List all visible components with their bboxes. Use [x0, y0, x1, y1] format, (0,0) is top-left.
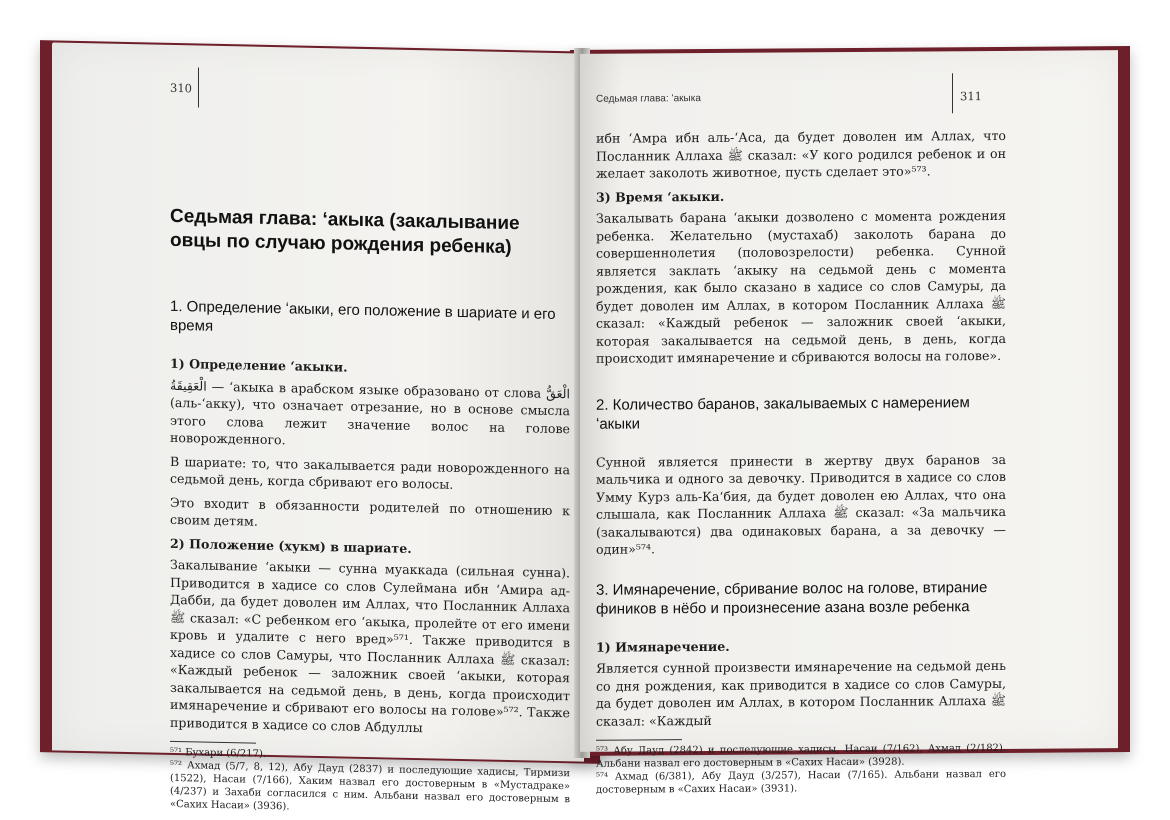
- page-number-rule: [952, 73, 953, 113]
- paragraph: ибн ʻАмра ибн аль-ʻАса, да будет доволен им Аллах, что Посланник Аллаха ﷺ сказал: «У кого родился ребенок и он желает заколоть животное, пусть сделает это»⁵⁷³.: [596, 127, 1006, 181]
- footnote: ⁵⁷¹ Бухари (6/217).: [170, 746, 267, 760]
- paragraph: Это входит в обязанности родителей по отношению к своим детям.: [170, 494, 570, 529]
- paragraph: Является сунной произвести имянаречение на седьмой день со дня рождения, как приводится в хадисе со слов Самуры, да будет доволен им Аллах, в котором Посланник Аллаха ﷺ сказал: «Каждый: [596, 657, 1006, 729]
- subsection-title: 2) Положение (хукм) в шариате.: [170, 535, 412, 556]
- paragraph: В шариате: то, что закалывается ради новорожденного на седьмой день, когда сбривают его волосы.: [170, 453, 570, 492]
- paragraph: Закалывание ʻакыки — сунна муаккада (сильная сунна). Приводится в хадисе со слов Сулеймана ибн ʻАмира ад-Дабби, да будет доволен им Аллах, что Посланник Аллаха ﷺ сказал: «С ребенком его ʻакыка, пролейте от его имени кровь и удалите с него вред»⁵⁷¹. Также приводится в хадисе со слов Самуры, что Посланник Аллаха ﷺ сказал: «Каждый ребенок — заложник своей ʻакыки, которая закалывается на седьмой день, в день, когда происходит имянаречение и сбривают его волосы на голове»⁵⁷². Также приводится в хадисе со слов Абдуллы: [170, 556, 570, 735]
- subsection-title: 3) Время ʻакыки.: [596, 188, 725, 205]
- footnote: ⁵⁷⁴ Ахмад (6/381), Абу Дауд (3/257), Насаи (7/165). Альбани назвал его достоверным в «Сахих Насаи» (3931).: [596, 768, 1006, 796]
- section-title: 2. Количество баранов, закалываемых с намерением ʻакыки: [596, 393, 970, 433]
- footnote-rule: [596, 739, 682, 741]
- subsection-title: 1) Определение ʻакыки.: [170, 355, 348, 375]
- right-page: [580, 50, 1118, 796]
- page-number: 310: [170, 80, 192, 96]
- right-page-text: [596, 127, 1006, 797]
- paragraph: الْعَقِيقَةُ — ʻакыка в арабском языке образовано от слова الْعَقُّ (аль-ʻакку), что означает отрезание, но в основе смысла этого слова лежит значение волос на голове новорожденного.: [170, 377, 570, 448]
- footnote: ⁵⁷² Ахмад (5/7, 8, 12), Абу Дауд (2837) и последующие хадисы, Тирмизи (1522), Насаи (7/166), Хаким назвал его достоверным в «Мустадраке» (4/237) и Захаби согласился с ним. Альбани назвал его достоверным в «Сахих Насаи» (3936).: [170, 759, 570, 813]
- page-number: 311: [960, 89, 982, 104]
- subsection-title: 1) Имянаречение.: [596, 638, 730, 655]
- chapter-title: Седьмая глава: ʻакыка (закалывание овцы по случаю рождения ребенка): [170, 205, 520, 259]
- section-title: 3. Имянаречение, сбривание волос на голове, втирание фиников в нёбо и произнесение азана возле ребенка: [596, 578, 988, 618]
- left-page-text: [170, 79, 570, 819]
- paragraph: Сунной является принести в жертву двух баранов за мальчика и одного за девочку. Приводится в хадисе со слов Умму Курз аль-Каʻбия, да будет доволен ею Аллах, что она слышала, как Посланник Аллаха ﷺ сказал: «За мальчика (закалываются) два одинаковых барана, а за девочку — один»⁵⁷⁴.: [596, 451, 1006, 557]
- section-title: 1. Определение ʻакыки, его положение в шариате и его время: [170, 297, 556, 335]
- left-page: [52, 42, 584, 813]
- paragraph: Закалывать барана ʻакыки дозволено с момента рождения ребенка. Желательно (мустахаб) заколоть барана до совершеннолетия (половозрелости) ребенка. Сунной является заклать ʻакыку на седьмой день с момента рождения, как было сказано в хадисе со слов Самуры, да будет доволен им Аллах, в котором Посланник Аллаха ﷺ сказал: «Каждый ребенок — заложник своей ʻакыки, которая закалывается на седьмой день, в день, когда происходит имянаречение и сбриваются волосы на голове».: [596, 207, 1006, 366]
- footnote-rule: [170, 741, 256, 744]
- footnote: ⁵⁷³ Абу Дауд (2842) и последующие хадисы, Насаи (7/162), Ахмад (2/182). Альбани назвал его достоверным в «Сахих Насаи» (3928).: [596, 742, 1006, 770]
- running-head: Седьмая глава: ʻакыка: [596, 93, 701, 105]
